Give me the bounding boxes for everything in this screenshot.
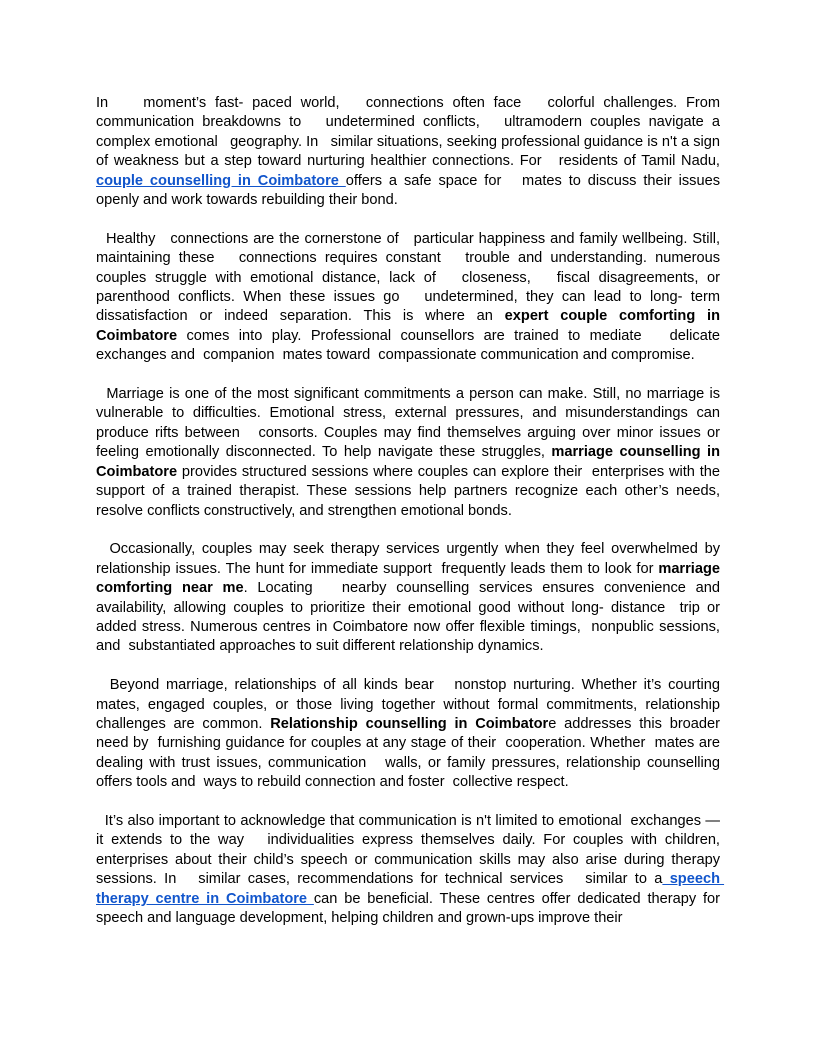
paragraph-3-text-2: provides structured sessions where couples can explore their enterprises with the support of a trained therapist. These sessions help partners recognize each other’s needs, resolve conflicts constructively, and strengthen emotional bonds. — [96, 463, 725, 519]
paragraph-5-bold-phrase: Relationship counselling in Coimbator — [270, 715, 549, 732]
paragraph-1 — [96, 94, 725, 210]
paragraph-3-bold-phrase: marriage counselling in Coimbatore — [96, 444, 725, 480]
paragraph-2-text-1: Healthy connections are the cornerstone of particular happiness and family wellbeing. Still, maintaining these connections requires constant trouble and understanding. numerous couples struggle with emotional distance, lack of closeness, fiscal disagreements, or parenthood conflicts. When these issues go undetermined, they can lead to long- term dissatisfaction or indeed separation. This is where an — [96, 230, 725, 325]
paragraph-3-text-1: Marriage is one of the most significant commitments a person can make. Still, no marriage is vulnerable to difficulties. Emotional stress, external pressures, and misunderstandings can produce rifts between consorts. Couples may find themselves arguing over minor issues or feeling emotionally disconnected. To help navigate these struggles, — [96, 386, 725, 461]
paragraph-5-text-2: e addresses this broader need by furnishing guidance for couples at any stage of their cooperation. Whether mates are dealing with trust issues, communication walls, or family pressures, relationship counselling offers tools and ways to rebuild connection and foster collective respect. — [96, 715, 725, 791]
paragraph-6-text-2: can be beneficial. These centres offer dedicated therapy for speech and language development, helping children and grown-ups improve their — [96, 890, 725, 926]
paragraph-5-text-1: Beyond marriage, relationships of all kinds bear nonstop nurturing. Whether it’s courting mates, engaged couples, or those living together without formal commitments, relationship challenges are common. — [96, 677, 725, 732]
paragraph-6-text-1: It’s also important to acknowledge that communication is n't limited to emotional exchanges — it extends to the way individualities express themselves daily. For couples with children, enterprises about their child’s speech or communication skills may also arise during therapy sessions. In similar cases, recommendations for technical services similar to a — [96, 812, 725, 888]
paragraph-4-text-1: Occasionally, couples may seek therapy services urgently when they feel overwhelmed by relationship issues. The hunt for immediate support frequently leads them to look for — [96, 541, 725, 577]
paragraph-1-text-1: In moment’s fast- paced world, connections often face colorful challenges. From communication breakdowns to undetermined conflicts, ultramodern couples navigate a complex emotional geography. In similar situations, seeking professional guidance is n't a sign of weakness but a step toward nurturing healthier connections. For residents of Tamil Nadu, — [96, 95, 725, 170]
paragraph-2-bold-phrase: expert couple comforting in Coimbatore — [96, 308, 725, 344]
paragraph-5 — [96, 676, 725, 792]
paragraph-4-text-2: . Locating nearby counselling services ensures convenience and availability, allowing couples to prioritize their emotional good without long- distance trip or added stress. Numerous centres in Coimbatore now offer flexible timings, nonpublic sessions, and substantiated approaches to suit different relationship dynamics. — [96, 580, 725, 655]
paragraph-3 — [96, 385, 725, 521]
paragraph-4 — [96, 540, 725, 656]
paragraph-2-text-2: comes into play. Professional counsellors are trained to mediate delicate exchanges and companion mates toward compassionate communication and compromise. — [96, 327, 725, 364]
couple-counselling-link[interactable]: couple counselling in Coimbatore — [96, 172, 346, 189]
speech-therapy-link[interactable]: speech therapy centre in Coimbatore — [96, 871, 725, 907]
paragraph-1-text-2: offers a safe space for mates to discuss their issues openly and work towards rebuilding their bond. — [96, 172, 725, 209]
paragraph-4-bold-phrase: marriage comforting near me — [96, 560, 725, 597]
document-page — [96, 94, 725, 948]
paragraph-6 — [96, 812, 725, 928]
paragraph-2 — [96, 230, 725, 366]
